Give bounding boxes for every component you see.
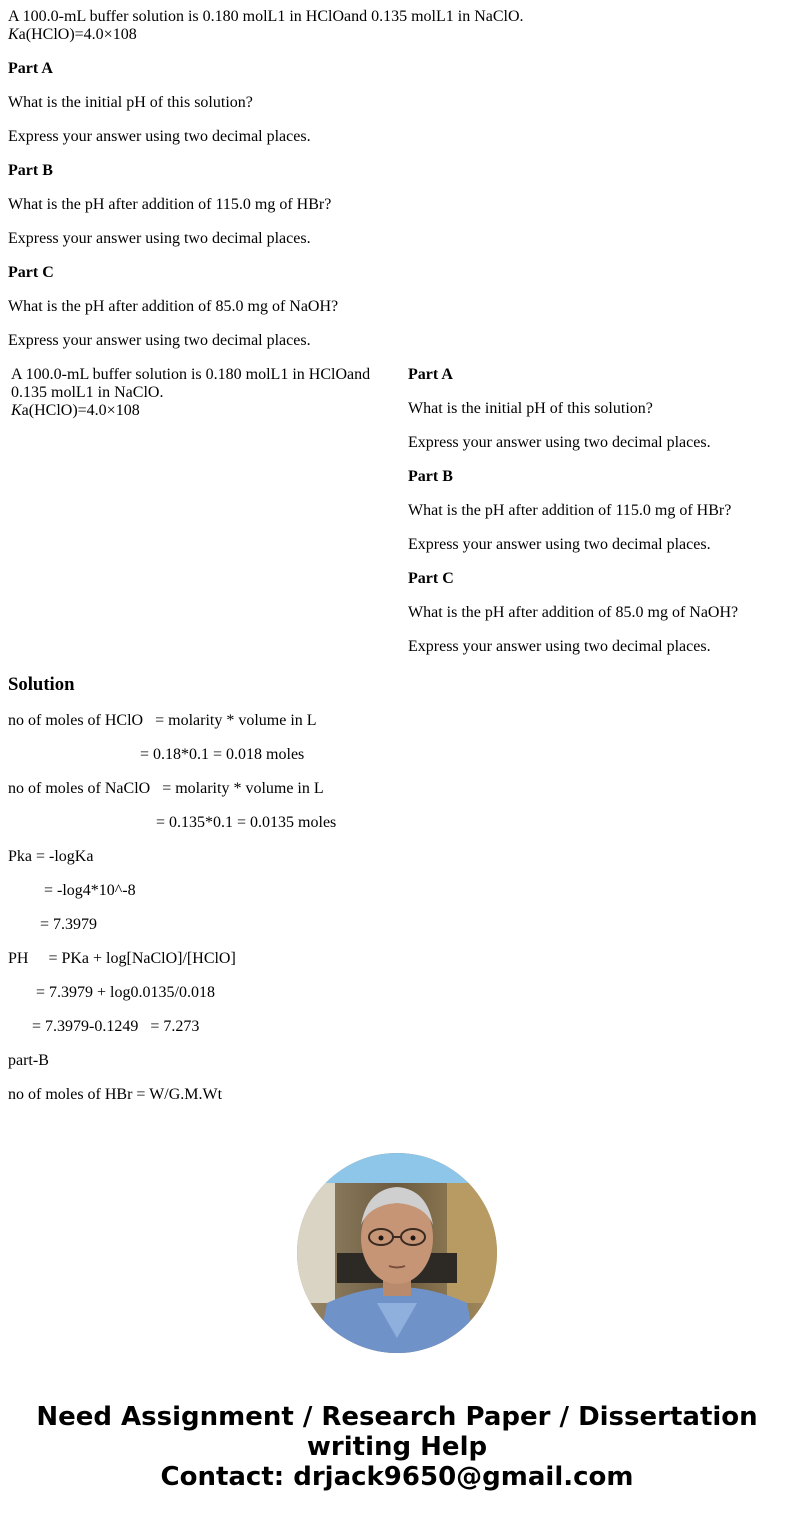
right-part-b-question: What is the pH after addition of 115.0 mg of HBr? [408, 502, 732, 519]
left-intro-line-2: a(HClO)=4.0×108 [21, 402, 140, 419]
part-a-instruction: Express your answer using two decimal places. [8, 128, 311, 145]
solution-title: Solution [8, 674, 75, 695]
right-part-b-instruction: Express your answer using two decimal places. [408, 536, 711, 553]
promo-contact: Contact: drjack9650@gmail.com [160, 1462, 634, 1492]
part-c-instruction: Express your answer using two decimal places. [8, 332, 311, 349]
right-part-c-instruction: Express your answer using two decimal places. [408, 638, 711, 655]
solution-line: = 7.3979-0.1249 = 7.273 [8, 1018, 200, 1035]
intro-line-1: A 100.0-mL buffer solution is 0.180 molL1 in HClOand 0.135 molL1 in NaClO. [8, 8, 524, 25]
left-ka-symbol: K [11, 402, 22, 419]
right-part-c-heading: Part C [408, 570, 454, 587]
author-avatar [297, 1153, 497, 1353]
solution-line: Pka = -logKa [8, 848, 94, 865]
right-part-a-question: What is the initial pH of this solution? [408, 400, 653, 417]
solution-line: = -log4*10^-8 [8, 882, 136, 899]
part-b-question: What is the pH after addition of 115.0 mg of HBr? [8, 196, 332, 213]
part-c-heading: Part C [8, 264, 54, 281]
two-column-question-table [8, 364, 786, 672]
part-c-question: What is the pH after addition of 85.0 mg of NaOH? [8, 298, 339, 315]
intro-line-2: a(HClO)=4.0×108 [18, 26, 137, 43]
solution-line: no of moles of HBr = W/G.M.Wt [8, 1086, 223, 1103]
right-column [404, 364, 786, 672]
ka-symbol: K [8, 26, 19, 43]
solution-body [8, 712, 786, 1104]
promo-line-1: Need Assignment / Research Paper / Dissertation [36, 1402, 758, 1432]
solution-line: part-B [8, 1052, 49, 1069]
solution-line: no of moles of NaClO = molarity * volume in L [8, 780, 324, 797]
left-column [8, 364, 404, 672]
part-a-heading: Part A [8, 60, 53, 77]
solution-line: no of moles of HClO = molarity * volume in L [8, 712, 317, 729]
solution-line: = 0.135*0.1 = 0.0135 moles [8, 814, 337, 831]
solution-line: PH = PKa + log[NaClO]/[HClO] [8, 950, 236, 967]
part-b-heading: Part B [8, 162, 53, 179]
right-part-a-heading: Part A [408, 366, 453, 383]
left-intro-line-1: A 100.0-mL buffer solution is 0.180 molL1 in HClOand 0.135 molL1 in NaClO. [11, 366, 371, 401]
promo-banner [0, 1402, 794, 1492]
solution-line: = 0.18*0.1 = 0.018 moles [8, 746, 305, 763]
right-part-b-heading: Part B [408, 468, 453, 485]
author-photo-icon [297, 1153, 497, 1353]
promo-line-2: writing Help [306, 1432, 488, 1462]
right-part-c-question: What is the pH after addition of 85.0 mg of NaOH? [408, 604, 739, 621]
right-part-a-instruction: Express your answer using two decimal places. [408, 434, 711, 451]
part-b-instruction: Express your answer using two decimal places. [8, 230, 311, 247]
part-a-question: What is the initial pH of this solution? [8, 94, 253, 111]
solution-line: = 7.3979 + log0.0135/0.018 [8, 984, 215, 1001]
solution-line: = 7.3979 [8, 916, 98, 933]
question-intro [8, 8, 786, 44]
